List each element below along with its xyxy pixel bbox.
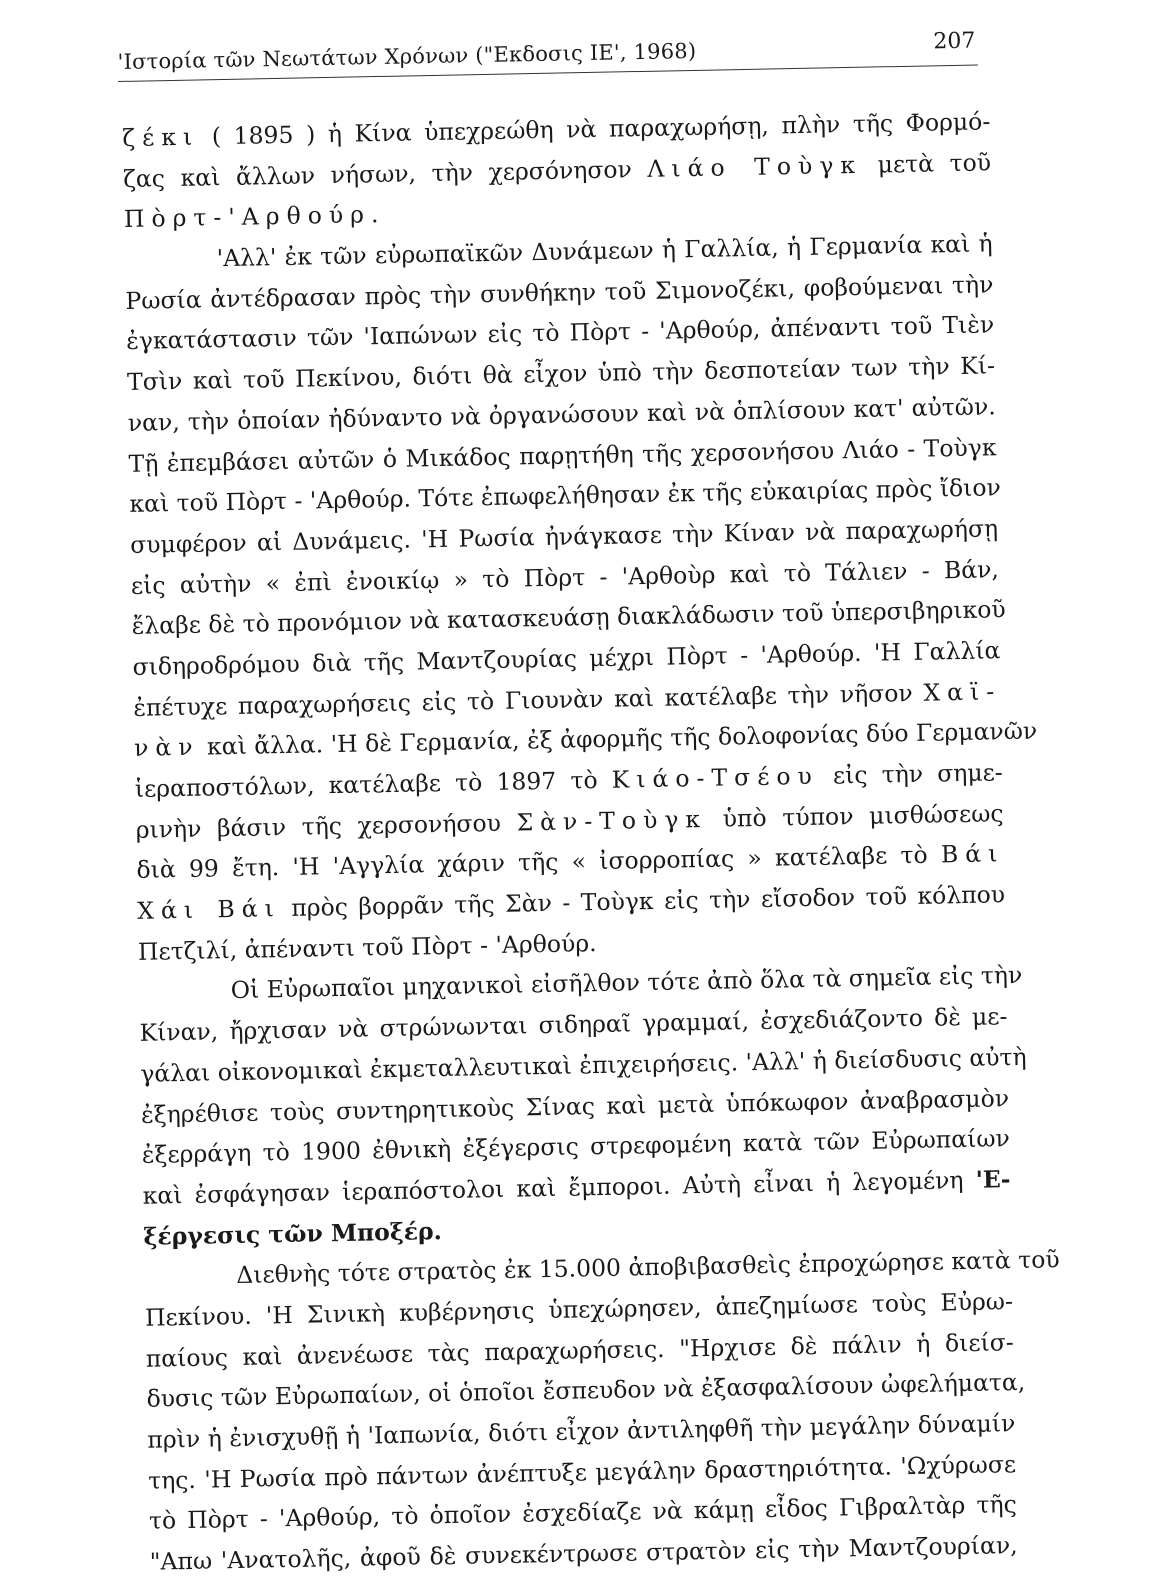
spaced-text: Κιάο-Τσέου <box>611 761 820 794</box>
text-segment: Διεθνὴς τότε στρατὸς ἐκ 15.000 ἀποβιβασθεὶς ἐπροχώρησε κατὰ τοῦ <box>235 1245 1060 1290</box>
text-segment: Πετζιλί, ἀπέναντι τοῦ Πὸρτ - 'Αρθούρ. <box>137 928 597 966</box>
text-segment: ἐπέτυχε παραχωρήσεις εἰς τὸ Γιουνὰν καὶ κατέλαβε τὴν νῆσον <box>133 678 924 722</box>
text-segment: Πεκίνου. 'Η Σινικὴ κυβέρνησις ὑπεχώρησεν, ἀπεζημίωσε τοὺς Εὐρω- <box>144 1287 1014 1332</box>
text-segment: ζας καὶ ἄλλων νήσων, τὴν χερσόνησον <box>122 154 648 193</box>
spaced-text: Πὸρτ-'Αρθούρ. <box>123 200 386 234</box>
text-segment: 'Αλλ' ἐκ τῶν εὐρωπαϊκῶν Δυνάμεων ἡ Γαλλία, ἡ Γερμανία καὶ ἡ <box>216 229 993 273</box>
text-segment: Οἱ Εὐρωπαῖοι μηχανικοὶ εἰσῆλθον τότε ἀπὸ ὅλα τὰ σημεῖα εἰς τὴν <box>230 961 1023 1005</box>
spaced-text: Σὰν-Τοὺγκ <box>516 804 708 837</box>
text-segment: ὑπὸ τύπον μισθώσεως <box>706 798 1004 833</box>
text-segment: γάλαι οἰκονομικαὶ ἐκμεταλλευτικαὶ ἐπιχειρήσεις. 'Αλλ' ἡ διείσδυσις αὐτὴ <box>140 1042 1027 1088</box>
spaced-text: Χαϊ- <box>923 676 1002 707</box>
text-segment: μετὰ τοῦ <box>861 148 992 179</box>
page-number: 207 <box>933 28 976 55</box>
text-segment: Τσὶν καὶ τοῦ Πεκίνου, διότι θὰ εἶχον ὑπὸ τὴν δεσποτείαν των τὴν Κί- <box>126 351 996 397</box>
text-segment: ἐξερράγη τὸ 1900 ἐθνικὴ ἐξέγερσις στρεφομένη κατὰ τῶν Εὐρωπαίων <box>141 1124 1011 1169</box>
text-segment: της. 'Η Ρωσία πρὸ πάντων ἀνέπτυξε μεγάλην δραστηριότητα. 'Ωχύρωσε <box>147 1449 1017 1495</box>
text-segment: καὶ τοῦ Πὸρτ - 'Αρθούρ. Τότε ἐπωφελήθησαν ἐκ τῆς εὐκαιρίας πρὸς ἴδιον <box>129 473 1002 519</box>
text-segment: ἔλαβε δὲ τὸ προνόμιον νὰ κατασκευάσῃ διακλάδωσιν τοῦ ὑπερσιβηρικοῦ <box>131 595 1006 641</box>
text-segment: σιδηροδρόμου διὰ τῆς Μαντζουρίας μέχρι Πὸρτ - 'Αρθούρ. 'Η Γαλλία <box>132 636 1001 681</box>
text-segment: Τῇ ἐπεμβάσει αὐτῶν ὁ Μικάδος παρῃτήθη τῆς χερσονήσου Λιάο - Τοὺγκ <box>128 432 997 478</box>
text-segment: Ρωσία ἀντέδρασαν πρὸς τὴν συνθήκην τοῦ Σιμονοζέκι, φοβούμεναι τὴν <box>125 270 994 315</box>
bold-text: ξέργεσις τῶν Μποξέρ. <box>143 1216 443 1251</box>
text-segment: "Απω 'Ανατολῆς, ἀφοῦ δὲ συνεκέντρωσε στρατὸν εἰς τὴν Μαντζουρίαν, <box>149 1531 1018 1576</box>
text-segment: πρὸς βορρᾶν τῆς Σὰν - Τοὺγκ εἰς τὴν εἴσοδον τοῦ κόλπου <box>280 880 1006 923</box>
text-segment: εἰς τὴν σημε- <box>818 758 1003 790</box>
bold-text: 'Ε- <box>975 1165 1011 1194</box>
spaced-text: Βάι <box>940 839 1005 869</box>
text-segment: ἱεραποστόλων, κατέλαβε τὸ 1897 τὸ <box>134 765 613 803</box>
running-header <box>117 25 978 82</box>
text-segment: τὸ Πὸρτ - 'Αρθούρ, τὸ ὁποῖον ἐσχεδίαζε νὰ κάμῃ εἶδος Γιβραλτὰρ τῆς <box>148 1490 1018 1536</box>
text-segment: ἐγκατάστασιν τῶν 'Ιαπώνων εἰς τὸ Πὸρτ - 'Αρθούρ, ἀπέναντι τοῦ Τιὲν <box>126 310 995 356</box>
text-segment: ναν, τὴν ὁποίαν ἠδύναντο νὰ ὀργανώσουν καὶ νὰ ὁπλίσουν κατ' αὐτῶν. <box>127 392 996 437</box>
spaced-text: νὰν <box>133 732 200 763</box>
text-segment: ( 1895 ) ἡ Κίνα ὑπεχρεώθη νὰ παραχωρήσῃ, πλὴν τῆς Φορμό- <box>198 107 991 151</box>
spaced-text: ζέκι <box>122 122 200 152</box>
text-segment: πρὶν ἡ ἐνισχυθῇ ἡ 'Ιαπωνία, διότι εἶχον ἀντιληφθῆ τὴν μεγάλην δύναμίν <box>147 1409 1016 1454</box>
text-segment: συμφέρον αἱ Δυνάμεις. 'Η Ρωσία ἠνάγκασε τὴν Κίναν νὰ παραχωρήσῃ <box>129 514 999 559</box>
text-segment: ἐξηρέθισε τοὺς συντηρητικοὺς Σίνας καὶ μετὰ ὑπόκωφον ἀναβρασμὸν <box>140 1083 1010 1129</box>
body-text <box>122 101 1060 1582</box>
text-segment: καὶ ἐσφάγησαν ἱεραπόστολοι καὶ ἔμποροι. Αὐτὴ εἶναι ἡ λεγομένη <box>142 1165 976 1210</box>
spaced-text: Χάι Βάι <box>136 894 282 925</box>
text-segment: εἰς αὐτὴν « ἐπὶ ἐνοικίῳ » τὸ Πὸρτ - 'Αρθοὺρ καὶ τὸ Τάλιεν - Βάν, <box>130 554 1000 600</box>
text-segment: καὶ ἄλλα. 'Η δὲ Γερμανία, ἐξ ἀφορμῆς τῆς δολοφονίας δύο Γερμανῶν <box>199 716 1038 761</box>
spaced-text: Λιάο Τοὺγκ <box>647 150 863 183</box>
text-segment: ρινὴν βάσιν τῆς χερσονήσου <box>135 808 517 844</box>
text-segment: Κίναν, ἤρχισαν νὰ στρώνωνται σιδηραῖ γραμμαί, ἐσχεδιάζοντο δὲ με- <box>139 1002 1008 1047</box>
text-segment: δυσις τῶν Εὐρωπαίων, οἱ ὁποῖοι ἔσπευδον νὰ ἐξασφαλίσουν ὠφελήματα, <box>146 1368 1026 1414</box>
text-segment: διὰ 99 ἔτη. 'Η 'Αγγλία χάριν τῆς « ἰσορροπίας » κατέλαβε τὸ <box>136 840 942 885</box>
text-segment: παίους καὶ ἀνενέωσε τὰς παραχωρήσεις. "Ηρχισε δὲ πάλιν ἡ διείσ- <box>145 1327 1014 1373</box>
header-title: 'Ιστορία τῶν Νεωτάτων Χρόνων ("Εκδοσις ΙΕ', 1968) <box>117 38 697 75</box>
